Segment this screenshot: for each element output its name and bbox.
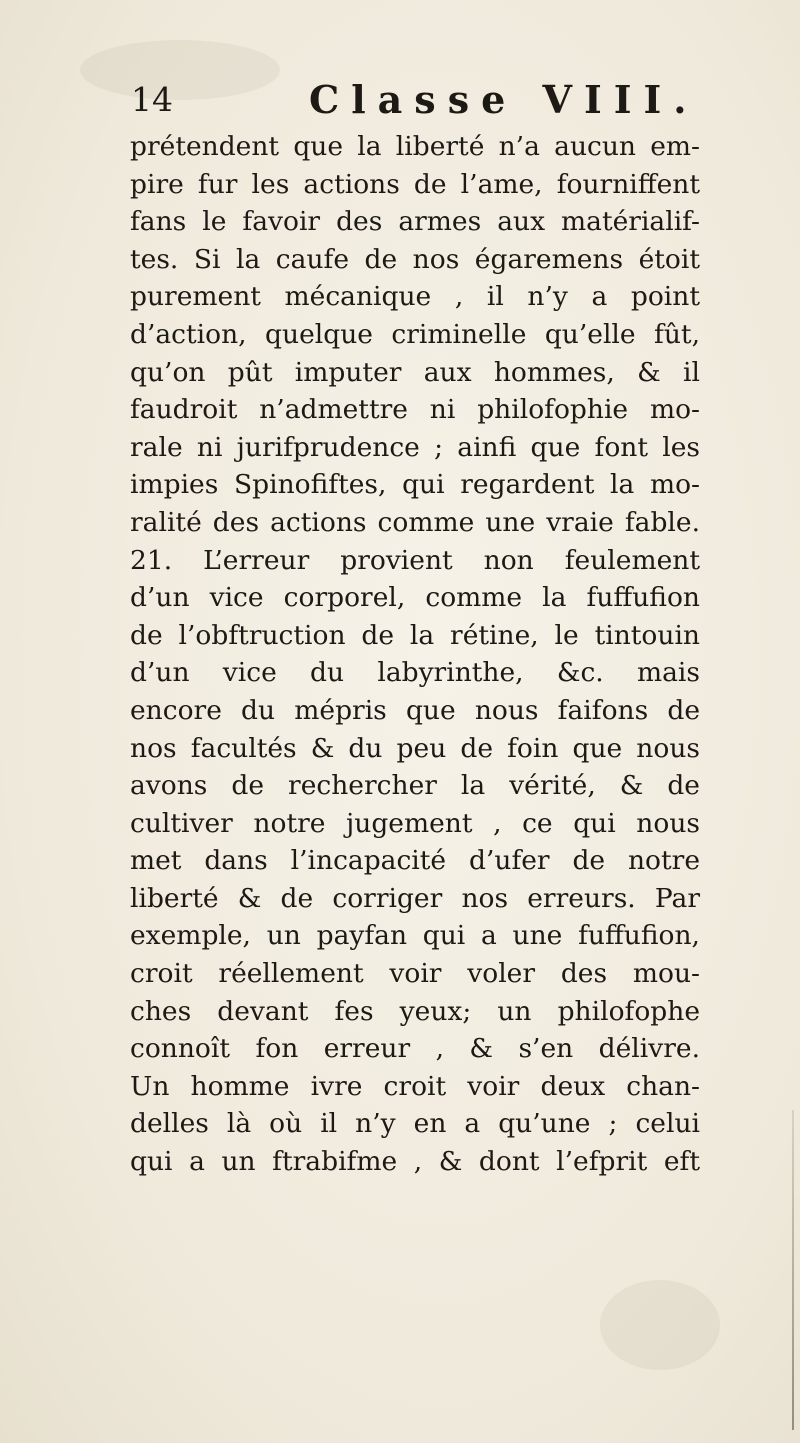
text-line: rale ni jurifprudence ; ainfi que font les bbox=[130, 431, 700, 463]
text-line: encore du mépris que nous faifons de bbox=[130, 694, 700, 726]
text-line: d’un vice corporel, comme la fuffufion bbox=[130, 582, 700, 614]
text-line: d’action, quelque criminelle qu’elle fût, bbox=[130, 318, 700, 350]
text-line: impies Spinofiftes, qui regardent la mo- bbox=[130, 469, 700, 501]
text-line: ralité des actions comme une vraie fable. bbox=[130, 506, 700, 538]
text-line: croit réellement voir voler des mou- bbox=[130, 958, 700, 990]
text-line: qui a un ftrabifme , & dont l’efprit eft bbox=[130, 1146, 700, 1178]
text-line: nos facultés & du peu de foin que nous bbox=[130, 732, 700, 764]
paper-stain bbox=[600, 1280, 720, 1370]
text-line: delles là où il n’y en a qu’une ; celui bbox=[130, 1108, 700, 1140]
text-line: liberté & de corriger nos erreurs. Par bbox=[130, 882, 700, 914]
text-line: avons de rechercher la vérité, & de bbox=[130, 770, 700, 802]
page-number: 14 bbox=[131, 80, 173, 119]
text-line: exemple, un payfan qui a une fuffufion, bbox=[130, 920, 700, 952]
text-line: faudroit n’admettre ni philofophie mo- bbox=[130, 394, 700, 426]
text-line: fans le favoir des armes aux matérialif- bbox=[130, 206, 700, 238]
text-line: purement mécanique , il n’y a point bbox=[130, 281, 700, 313]
text-line: Un homme ivre croit voir deux chan- bbox=[130, 1070, 700, 1102]
text-line: 21. L’erreur provient non feulement bbox=[130, 544, 700, 576]
text-line: pire fur les actions de l’ame, fourniffent bbox=[130, 168, 700, 200]
text-line: ches devant fes yeux; un philofophe bbox=[130, 995, 700, 1027]
page-edge bbox=[792, 1110, 794, 1430]
text-line: connoît fon erreur , & s’en délivre. bbox=[130, 1033, 700, 1065]
text-line: cultiver notre jugement , ce qui nous bbox=[130, 807, 700, 839]
text-line: de l’obftruction de la rétine, le tintouin bbox=[130, 619, 700, 651]
text-line: d’un vice du labyrinthe, &c. mais bbox=[130, 657, 700, 689]
page-header bbox=[131, 76, 699, 124]
text-line: tes. Si la caufe de nos égaremens étoit bbox=[130, 243, 700, 275]
text-line: prétendent que la liberté n’a aucun em- bbox=[130, 131, 700, 162]
text-line: qu’on pût imputer aux hommes, & il bbox=[130, 356, 700, 388]
text-line: met dans l’incapacité d’ufer de notre bbox=[130, 845, 700, 877]
body-text bbox=[130, 128, 700, 1181]
running-head: Classe VIII. bbox=[309, 77, 699, 122]
